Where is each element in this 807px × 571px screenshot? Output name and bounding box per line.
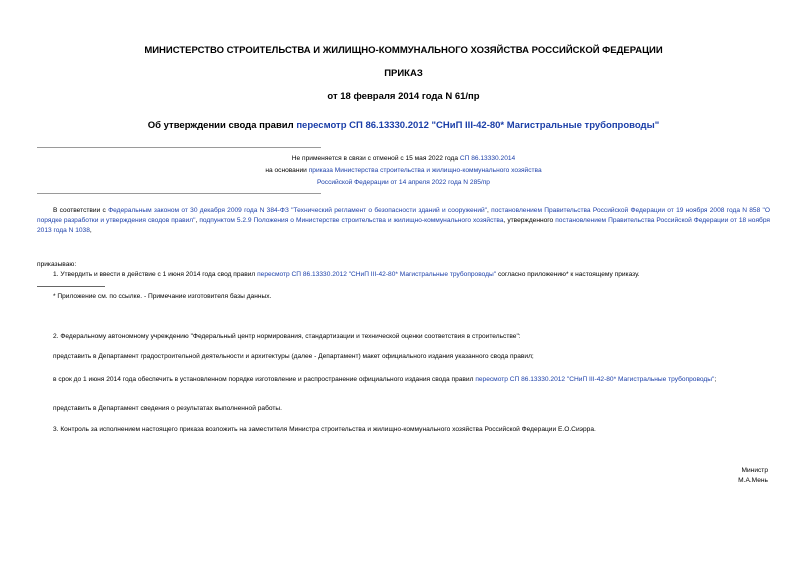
status-text-2: на основании (265, 167, 309, 174)
subject-prefix: Об утверждении свода правил (147, 120, 297, 131)
footnote-divider (37, 286, 105, 287)
preamble-text-2: , (487, 207, 492, 214)
status-line-2 (0, 166, 807, 176)
item-1-sp-link[interactable]: пересмотр СП 86.13330.2012 "СНиП III-42-80* Магистральные трубопроводы" (257, 271, 497, 278)
preamble-text-5: , (89, 227, 92, 234)
preamble-text-1: В соответствии с (53, 207, 109, 214)
sub2-text-2: ; (714, 376, 717, 383)
preamble-paragraph (37, 206, 770, 236)
item-3: 3. Контроль за исполнением настоящего приказа возложить на заместителя Министра строительства и жилищно-коммунального хозяйства Российской Федерации Е.О.Сиэрра. (53, 426, 596, 433)
divider-top (37, 147, 321, 148)
order-word: приказываю: (37, 261, 77, 268)
item-2-subpoint-2 (37, 375, 770, 385)
government-decree-1038-link[interactable]: постановлением Правительства Российской Федерации от 18 ноября 2013 года N 1038 (37, 217, 770, 234)
government-decree-858-link[interactable]: постановлением Правительства Российской Федерации от 19 ноября 2008 года N 858 "О порядке разработки и утверждения сводов правил" (37, 207, 771, 224)
item-1-text-1: 1. Утвердить и ввести в действие с 1 июня 2014 года свод правил (53, 271, 258, 278)
status-line-1 (0, 154, 807, 164)
footnote: * Приложение см. по ссылке. - Примечание изготовителя базы данных. (53, 293, 272, 300)
signature-title: Министр (741, 467, 768, 474)
item-2: 2. Федеральному автономному учреждению "Федеральный центр нормирования, стандартизации и технической оценки соответствия в строительстве": (53, 333, 521, 340)
ministry-heading: МИНИСТЕРСТВО СТРОИТЕЛЬСТВА И ЖИЛИЩНО-КОММУНАЛЬНОГО ХОЗЯЙСТВА РОССИЙСКОЙ ФЕДЕРАЦИИ (144, 45, 663, 56)
federal-law-link[interactable]: Федеральным законом от 30 декабря 2009 года N 384-ФЗ "Технический регламент о безопасности зданий и сооружений" (108, 207, 488, 214)
status-link-sp[interactable]: СП 86.13330.2014 (459, 155, 516, 162)
item-1-text-2: согласно приложению* к настоящему приказу. (496, 271, 640, 278)
status-text-1: Не применяется в связи с отменой с 15 мая 2022 года (291, 155, 460, 162)
signature-name: М.А.Мень (738, 477, 768, 484)
item-2-subpoint-3: представить в Департамент сведения о результатах выполненной работы. (53, 405, 282, 412)
item-1 (53, 270, 770, 280)
status-line-3 (0, 178, 807, 188)
preamble-text-4: , утвержденного (503, 217, 556, 224)
sub2-text-1: в срок до 1 июня 2014 года обеспечить в установленном порядке изготовление и распространение официального издания свода правил (53, 376, 476, 383)
preamble-text-3: , (195, 217, 200, 224)
sub2-sp-link[interactable]: пересмотр СП 86.13330.2012 "СНиП III-42-80* Магистральные трубопроводы" (475, 376, 715, 383)
document-date-number: от 18 февраля 2014 года N 61/пр (327, 91, 480, 102)
status-link-order-date[interactable]: Российской Федерации от 14 апреля 2022 года N 285/пр (317, 179, 490, 186)
regulation-subpoint-link[interactable]: подпунктом 5.2.9 Положения о Министерстве строительства и жилищно-коммунального хозяйства (199, 217, 504, 224)
subject-link[interactable]: пересмотр СП 86.13330.2012 "СНиП III-42-80* Магистральные трубопроводы" (296, 120, 660, 131)
item-2-subpoint-1: представить в Департамент градостроительной деятельности и архитектуры (далее - Департамент) макет официального издания указанного свода правил; (53, 353, 534, 360)
divider-bottom (37, 193, 321, 194)
document-subject (0, 120, 807, 131)
status-link-order[interactable]: приказа Министерства строительства и жилищно-коммунального хозяйства (308, 167, 542, 174)
document-type: ПРИКАЗ (384, 68, 423, 79)
